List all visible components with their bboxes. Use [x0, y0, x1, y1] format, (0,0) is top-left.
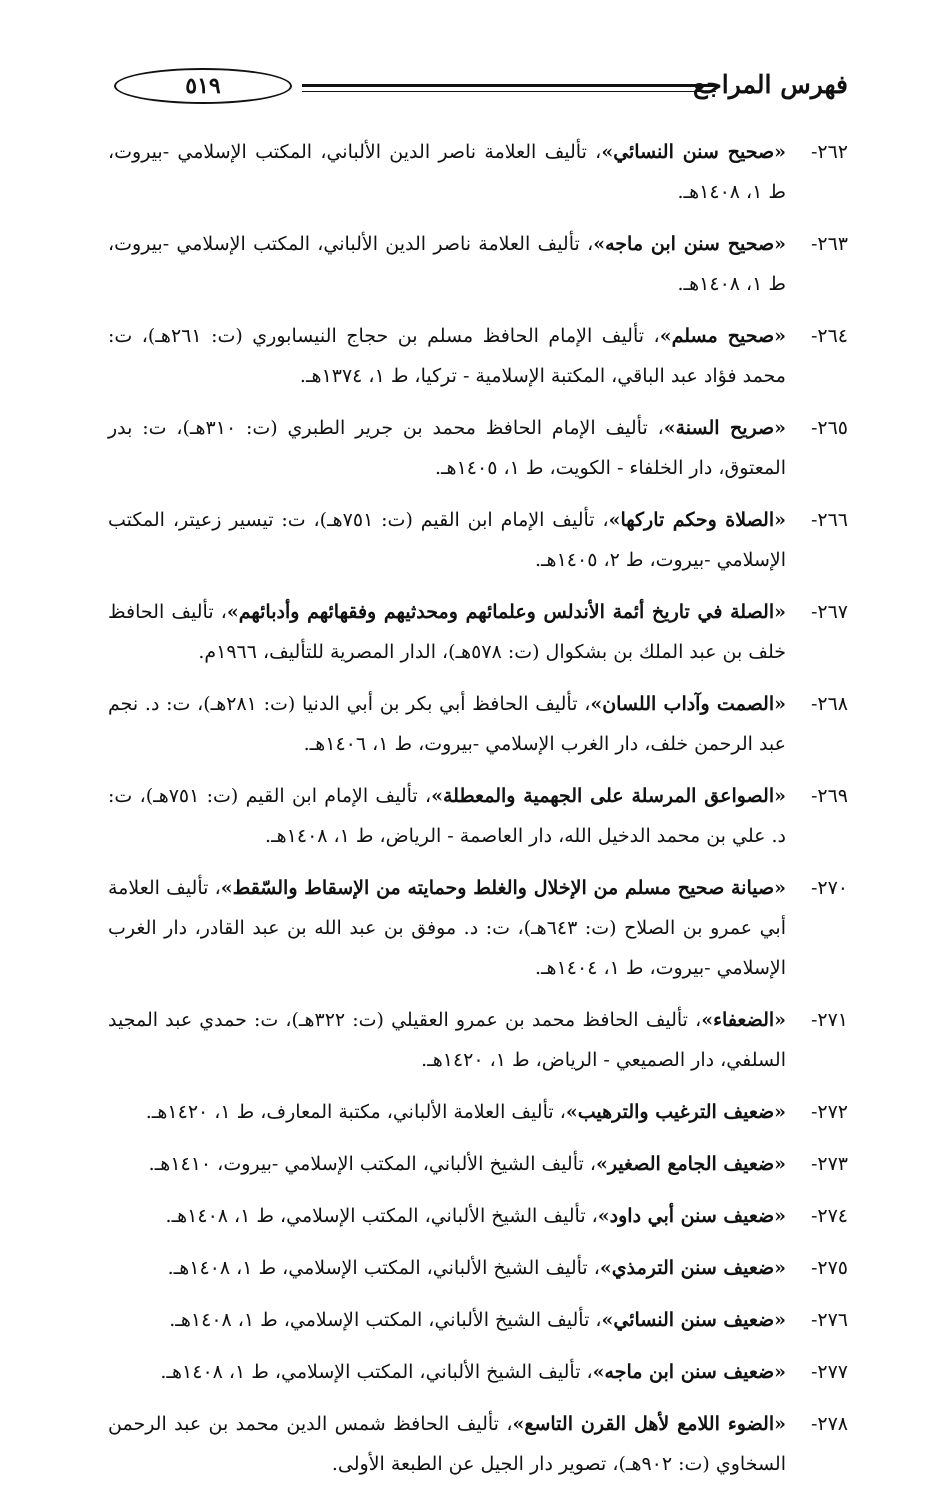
reference-details: ، تأليف الإمام ابن القيم (ت: ٧٥١هـ)، ت: تيسير زعيتر، المكتب الإسلامي -بيروت، ط ٢، ١٤٠٥هـ.: [108, 509, 786, 571]
reference-title: «صريح السنة»: [663, 417, 786, 439]
reference-title: «ضعيف الترغيب والترهيب»: [565, 1101, 786, 1123]
reference-title: «الضوء اللامع لأهل القرن التاسع»: [512, 1413, 786, 1435]
reference-text: [108, 776, 786, 856]
reference-text: [108, 1300, 786, 1340]
page-number: ٥١٩: [185, 73, 221, 99]
reference-text: [108, 1000, 786, 1080]
references-list: [108, 132, 848, 1496]
reference-entry: [108, 500, 848, 580]
reference-title: «صحيح سنن النسائي»: [601, 141, 786, 163]
reference-details: ، تأليف العلامة ناصر الدين الألباني، المكتب الإسلامي -بيروت، ط ١، ١٤٠٨هـ.: [108, 233, 786, 295]
reference-title: «صيانة صحيح مسلم من الإخلال والغلط وحمايته من الإسقاط والسّقط»: [220, 877, 787, 899]
reference-number: ٢٧٨-: [810, 1413, 848, 1435]
reference-details: ، تأليف الشيخ الألباني، المكتب الإسلامي، ط ١، ١٤٠٨هـ.: [165, 1205, 598, 1227]
reference-number: ٢٦٨-: [810, 693, 848, 715]
page-number-oval: [114, 68, 292, 104]
reference-number: ٢٦٣-: [810, 233, 848, 255]
reference-entry: [108, 1196, 848, 1236]
reference-title: «ضعيف سنن النسائي»: [601, 1309, 786, 1331]
reference-number: ٢٦٦-: [810, 509, 848, 531]
reference-details: ، تأليف الشيخ الألباني، المكتب الإسلامي، ط ١، ١٤٠٨هـ.: [160, 1361, 593, 1383]
reference-entry: [108, 1300, 848, 1340]
header-rule: [302, 84, 716, 92]
reference-text: [108, 224, 786, 304]
reference-number: ٢٧٧-: [810, 1361, 848, 1383]
reference-details: ، تأليف العلامة ناصر الدين الألباني، المكتب الإسلامي -بيروت، ط ١، ١٤٠٨هـ.: [108, 141, 786, 203]
reference-number: ٢٧٤-: [810, 1205, 848, 1227]
page-title: فهرس المراجع: [692, 70, 848, 99]
reference-number: ٢٦٧-: [810, 601, 848, 623]
reference-text: [108, 1248, 786, 1288]
reference-text: [108, 684, 786, 764]
reference-entry: [108, 1404, 848, 1484]
page-header: [112, 66, 848, 112]
reference-entry: [108, 1352, 848, 1392]
reference-entry: [108, 1092, 848, 1132]
reference-title: «الصواعق المرسلة على الجهمية والمعطلة»: [431, 785, 786, 807]
reference-text: [108, 1196, 786, 1236]
reference-title: «ضعيف الجامع الصغير»: [595, 1153, 786, 1175]
reference-details: ، تأليف الإمام ابن القيم (ت: ٧٥١هـ)، ت: د. علي بن محمد الدخيل الله، دار العاصمة - الرياض، ط ١، ١٤٠٨هـ.: [108, 785, 786, 847]
reference-text: [108, 1404, 786, 1484]
reference-entry: [108, 132, 848, 212]
reference-details: ، تأليف الشيخ الألباني، المكتب الإسلامي، ط ١، ١٤٠٨هـ.: [167, 1257, 600, 1279]
reference-details: ، تأليف العلامة الألباني، مكتبة المعارف، ط ١، ١٤٢٠هـ.: [145, 1101, 566, 1123]
reference-number: ٢٧٢-: [810, 1101, 848, 1123]
reference-entry: [108, 776, 848, 856]
reference-entry: [108, 684, 848, 764]
reference-number: ٢٧٣-: [810, 1153, 848, 1175]
reference-title: «الصلاة وحكم تاركها»: [608, 509, 786, 531]
reference-title: «الصلة في تاريخ أئمة الأندلس وعلمائهم ومحدثيهم وفقهائهم وأدبائهم»: [226, 601, 786, 623]
reference-title: «ضعيف سنن ابن ماجه»: [592, 1361, 786, 1383]
reference-details: ، تأليف الحافظ محمد بن عمرو العقيلي (ت: ٣٢٢هـ)، ت: حمدي عبد المجيد السلفي، دار الصميعي - الرياض، ط ١، ١٤٢٠هـ.: [108, 1009, 786, 1071]
reference-text: [108, 132, 786, 212]
reference-text: [108, 1144, 786, 1184]
reference-number: ٢٦٢-: [810, 141, 848, 163]
reference-text: [108, 1352, 786, 1392]
reference-text: [108, 316, 786, 396]
reference-number: ٢٧٦-: [810, 1309, 848, 1331]
reference-number: ٢٧٠-: [810, 877, 848, 899]
reference-number: ٢٧١-: [810, 1009, 848, 1031]
reference-entry: [108, 592, 848, 672]
reference-details: ، تأليف العلامة أبي عمرو بن الصلاح (ت: ٦٤٣هـ)، ت: د. موفق بن عبد الله بن عبد القادر، دار الغرب الإسلامي -بيروت، ط ١، ١٤٠٤هـ.: [108, 877, 786, 979]
reference-details: ، تأليف الإمام الحافظ محمد بن جرير الطبري (ت: ٣١٠هـ)، ت: بدر المعتوق، دار الخلفاء - الكويت، ط ١، ١٤٠٥هـ.: [108, 417, 786, 479]
reference-entry: [108, 1248, 848, 1288]
reference-title: «الصمت وآداب اللسان»: [590, 693, 786, 715]
reference-title: «الضعفاء»: [701, 1009, 787, 1031]
reference-entry: [108, 224, 848, 304]
reference-details: ، تأليف الحافظ شمس الدين محمد بن عبد الرحمن السخاوي (ت: ٩٠٢هـ)، تصوير دار الجيل عن الطبعة الأولى.: [108, 1413, 786, 1475]
reference-details: ، تأليف الحافظ أبي بكر بن أبي الدنيا (ت: ٢٨١هـ)، ت: د. نجم عبد الرحمن خلف، دار الغرب الإسلامي -بيروت، ط ١، ١٤٠٦هـ.: [108, 693, 786, 755]
reference-title: «ضعيف سنن الترمذي»: [599, 1257, 786, 1279]
reference-text: [108, 868, 786, 988]
reference-details: ، تأليف الإمام الحافظ مسلم بن حجاج النيسابوري (ت: ٢٦١هـ)، ت: محمد فؤاد عبد الباقي، المكتبة الإسلامية - تركيا، ط ١، ١٣٧٤هـ.: [108, 325, 786, 387]
reference-entry: [108, 1000, 848, 1080]
reference-title: «ضعيف سنن أبي داود»: [597, 1205, 786, 1227]
reference-details: ، تأليف الشيخ الألباني، المكتب الإسلامي، ط ١، ١٤٠٨هـ.: [169, 1309, 602, 1331]
reference-details: ، تأليف الحافظ خلف بن عبد الملك بن بشكوال (ت: ٥٧٨هـ)، الدار المصرية للتأليف، ١٩٦٦م.: [108, 601, 786, 663]
reference-entry: [108, 868, 848, 988]
reference-number: ٢٦٥-: [810, 417, 848, 439]
reference-number: ٢٦٤-: [810, 325, 848, 347]
reference-entry: [108, 316, 848, 396]
reference-entry: [108, 408, 848, 488]
reference-text: [108, 408, 786, 488]
reference-number: ٢٦٩-: [810, 785, 848, 807]
reference-text: [108, 500, 786, 580]
reference-details: ، تأليف الشيخ الألباني، المكتب الإسلامي -بيروت، ١٤١٠هـ.: [148, 1153, 596, 1175]
reference-entry: [108, 1144, 848, 1184]
reference-text: [108, 1092, 786, 1132]
reference-title: «صحيح مسلم»: [659, 325, 786, 347]
reference-text: [108, 592, 786, 672]
reference-number: ٢٧٥-: [810, 1257, 848, 1279]
reference-title: «صحيح سنن ابن ماجه»: [593, 233, 786, 255]
